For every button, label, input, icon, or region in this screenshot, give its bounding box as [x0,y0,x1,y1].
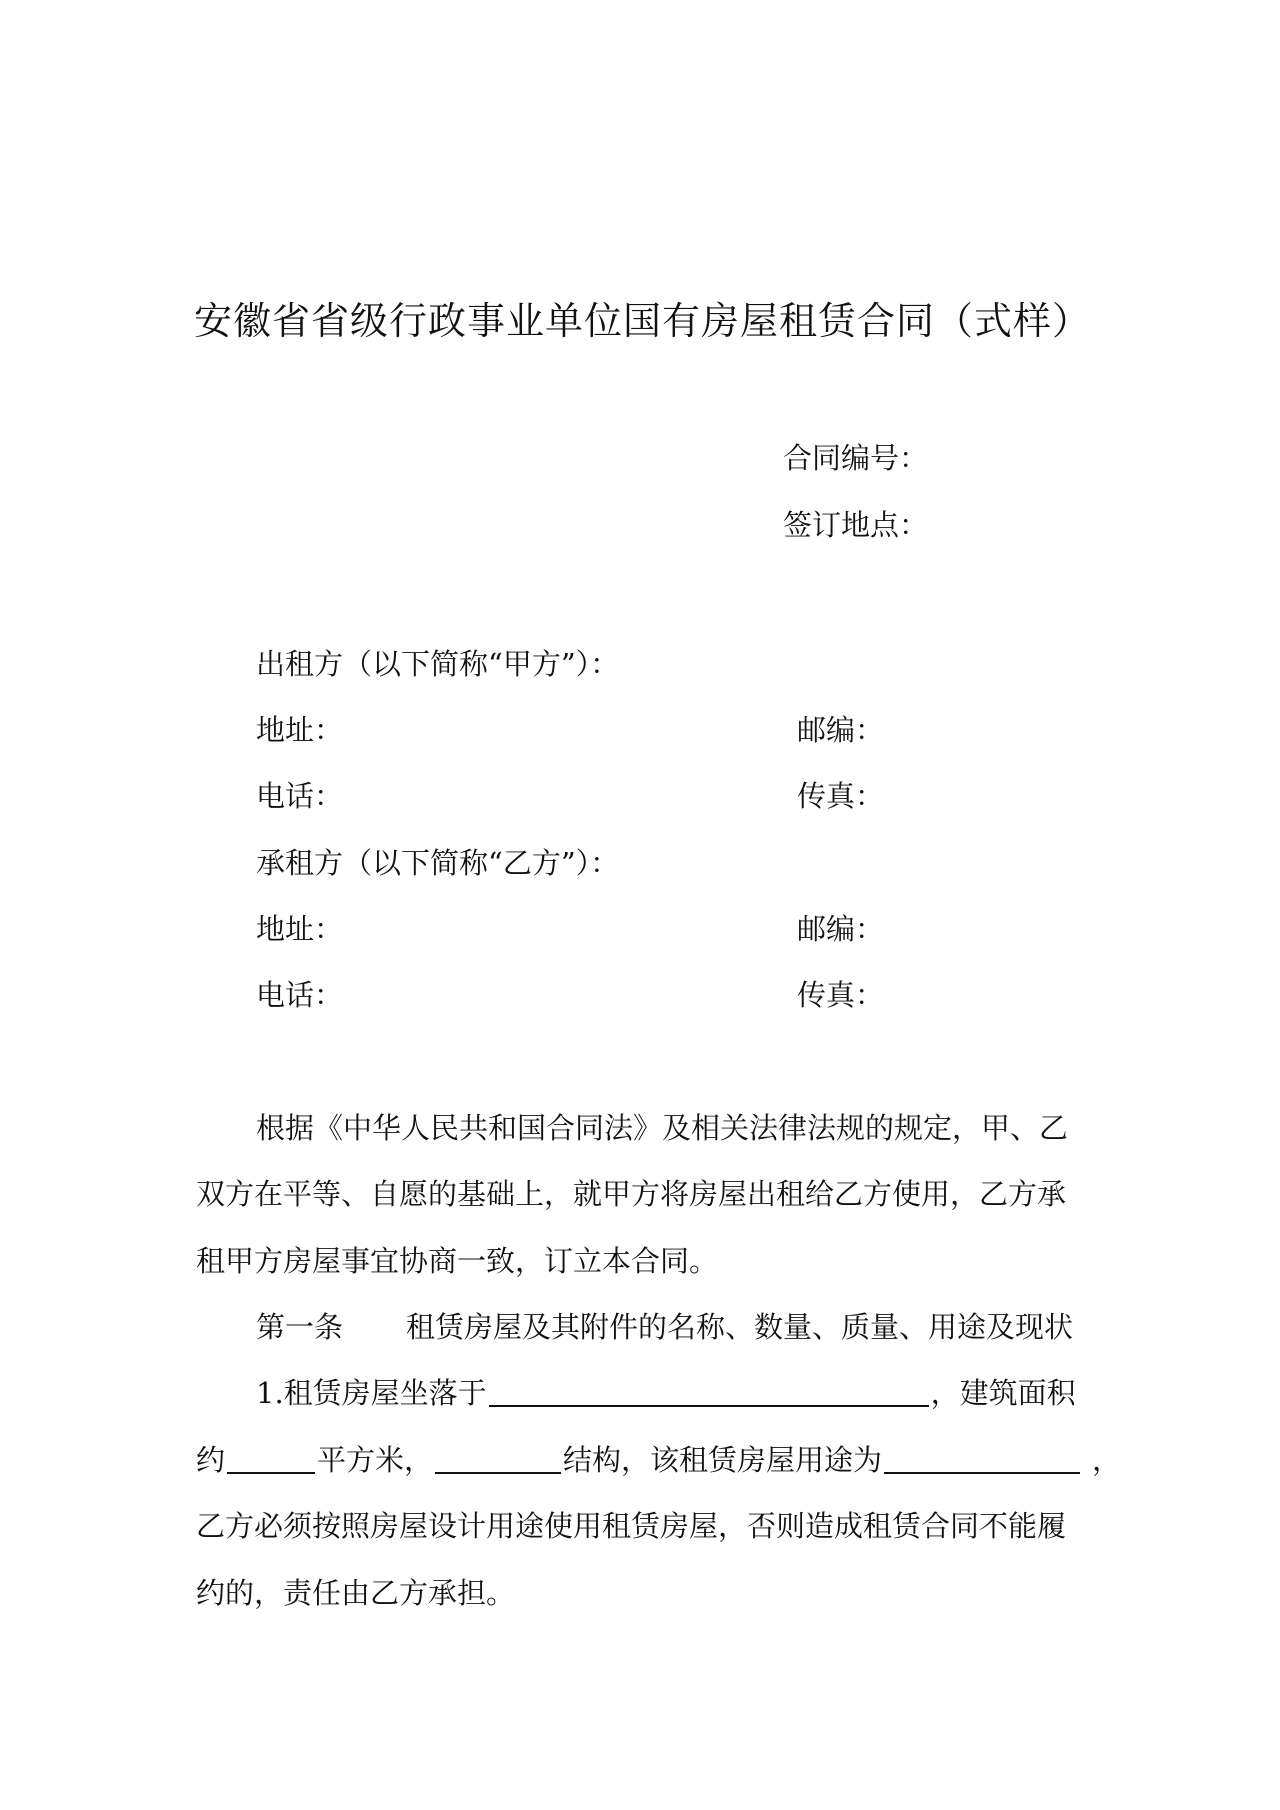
clause-1-line-4: 约的，责任由乙方承担。 [196,1576,516,1610]
lessee-postcode-label: 邮编： [797,912,885,946]
location-blank [489,1375,929,1407]
lessee-fax-label: 传真： [797,978,885,1012]
lessee-phone-label: 电话： [256,978,344,1012]
lessor-phone-label: 电话： [256,779,344,813]
article-1-number: 第一条 [256,1310,344,1344]
preamble-line-3: 租甲方房屋事宜协商一致，订立本合同。 [196,1244,719,1278]
usage-blank [884,1442,1080,1474]
preamble-line-1: 根据《中华人民共和国合同法》及相关法律法规的规定，甲、乙 [256,1111,1069,1145]
lessee-address-label: 地址： [256,912,344,946]
clause-1-comma: ， [1092,1443,1122,1477]
signing-place-label: 签订地点： [783,508,929,542]
clause-1-location-text: 1.租赁房屋坐落于 [256,1376,487,1410]
clause-1-sqm-text: 平方米， [317,1443,434,1477]
clause-1-approx-text: 约 [196,1443,226,1477]
lessor-postcode-label: 邮编： [797,713,885,747]
clause-1-area-text: ，建筑面积 [930,1376,1076,1410]
lessor-fax-label: 传真： [797,779,885,813]
contract-number-label: 合同编号： [783,441,929,475]
preamble-line-2: 双方在平等、自愿的基础上，就甲方将房屋出租给乙方使用，乙方承 [196,1177,1067,1211]
area-blank [227,1442,315,1474]
document-title: 安徽省省级行政事业单位国有房屋租赁合同（式样） [194,299,1092,343]
clause-1-structure-text: 结构，该租赁房屋用途为 [563,1443,883,1477]
structure-blank [435,1442,561,1474]
lessor-heading: 出租方（以下简称“甲方”）： [256,647,620,681]
lessee-heading: 承租方（以下简称“乙方”）： [256,846,620,880]
article-1-title: 租赁房屋及其附件的名称、数量、质量、用途及现状 [406,1310,1074,1344]
lessor-address-label: 地址： [256,713,344,747]
clause-1-line-1 [256,1373,1076,1413]
clause-1-line-2 [196,1440,1121,1480]
clause-1-line-3: 乙方必须按照房屋设计用途使用租赁房屋，否则造成租赁合同不能履 [196,1509,1067,1543]
